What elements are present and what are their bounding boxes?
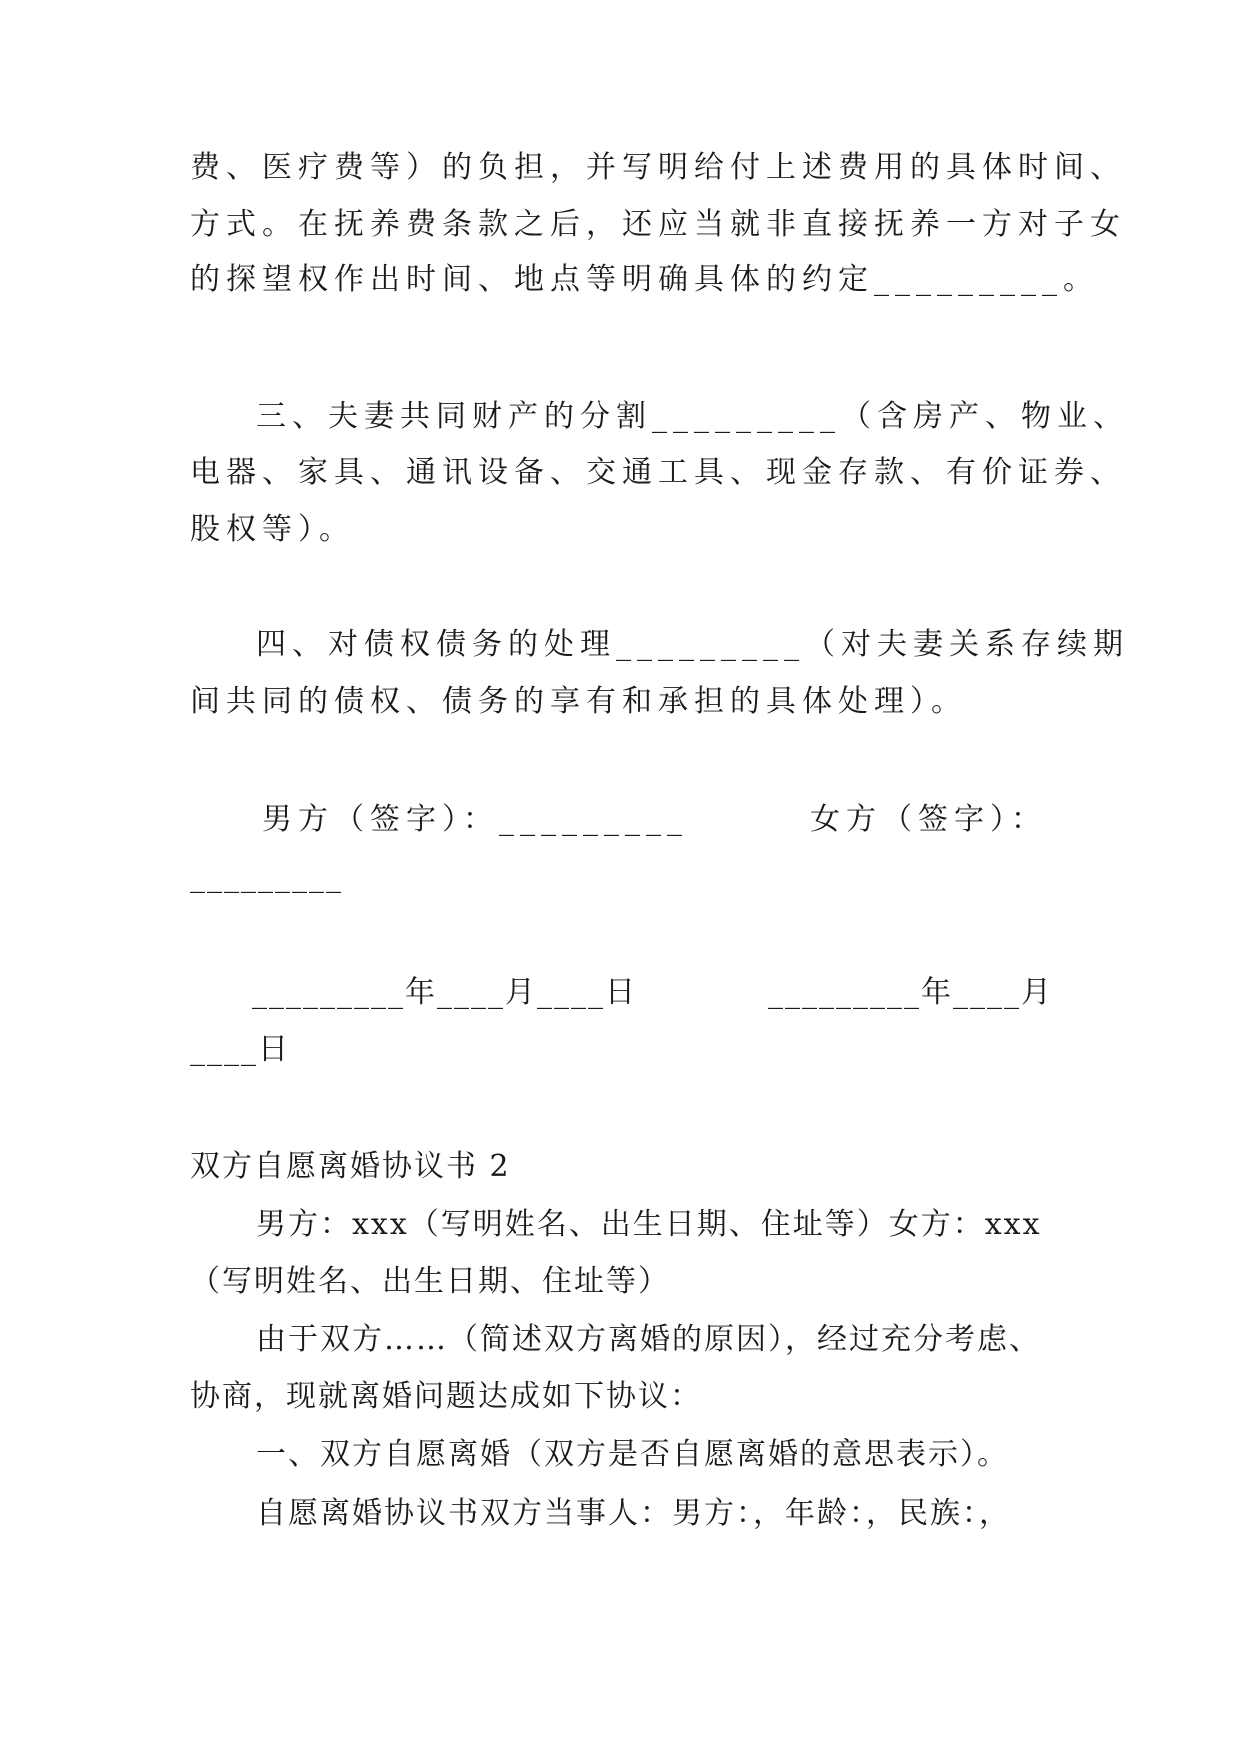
section-three-heading: 三、夫妻共同财产的分割_________（含房产、物业、: [256, 399, 1129, 434]
female-date-line: _________年____月: [768, 975, 1053, 1010]
section-four-heading: 四、对债权债务的处理_________（对夫妻关系存续期: [256, 627, 1129, 662]
paragraph-line: 间共同的债权、债务的享有和承担的具体处理）。: [190, 684, 967, 719]
female-signature-label: 女方（签字）：: [810, 802, 1047, 837]
parties-line: 男方：xxx（写明姓名、出生日期、住址等）女方：xxx: [256, 1207, 1042, 1242]
parties-line: （写明姓名、出生日期、住址等）: [190, 1264, 670, 1299]
parties-detail-line: 自愿离婚协议书双方当事人：男方：，年龄：，民族：，: [256, 1496, 1011, 1531]
male-signature-line: 男方（签字）：_________: [262, 802, 688, 837]
paragraph-line: 电器、家具、通讯设备、交通工具、现金存款、有价证券、: [190, 455, 1126, 490]
paragraph-line: 股权等）。: [190, 512, 355, 547]
paragraph-line: 方式。在抚养费条款之后，还应当就非直接抚养一方对子女: [190, 207, 1126, 242]
male-date-line: _________年____月____日: [252, 975, 637, 1010]
clause-one-line: 一、双方自愿离婚（双方是否自愿离婚的意思表示）。: [256, 1437, 1009, 1472]
paragraph-line: 的探望权作出时间、地点等明确具体的约定_________。: [190, 262, 1099, 297]
female-signature-blank: _________: [190, 859, 343, 894]
female-date-day: ____日: [190, 1032, 290, 1067]
reason-line: 协商，现就离婚问题达成如下协议：: [190, 1379, 702, 1414]
agreement-title: 双方自愿离婚协议书 2: [190, 1149, 511, 1184]
paragraph-line: 费、医疗费等）的负担，并写明给付上述费用的具体时间、: [190, 150, 1126, 185]
reason-line: 由于双方……（简述双方离婚的原因），经过充分考虑、: [256, 1322, 1041, 1357]
